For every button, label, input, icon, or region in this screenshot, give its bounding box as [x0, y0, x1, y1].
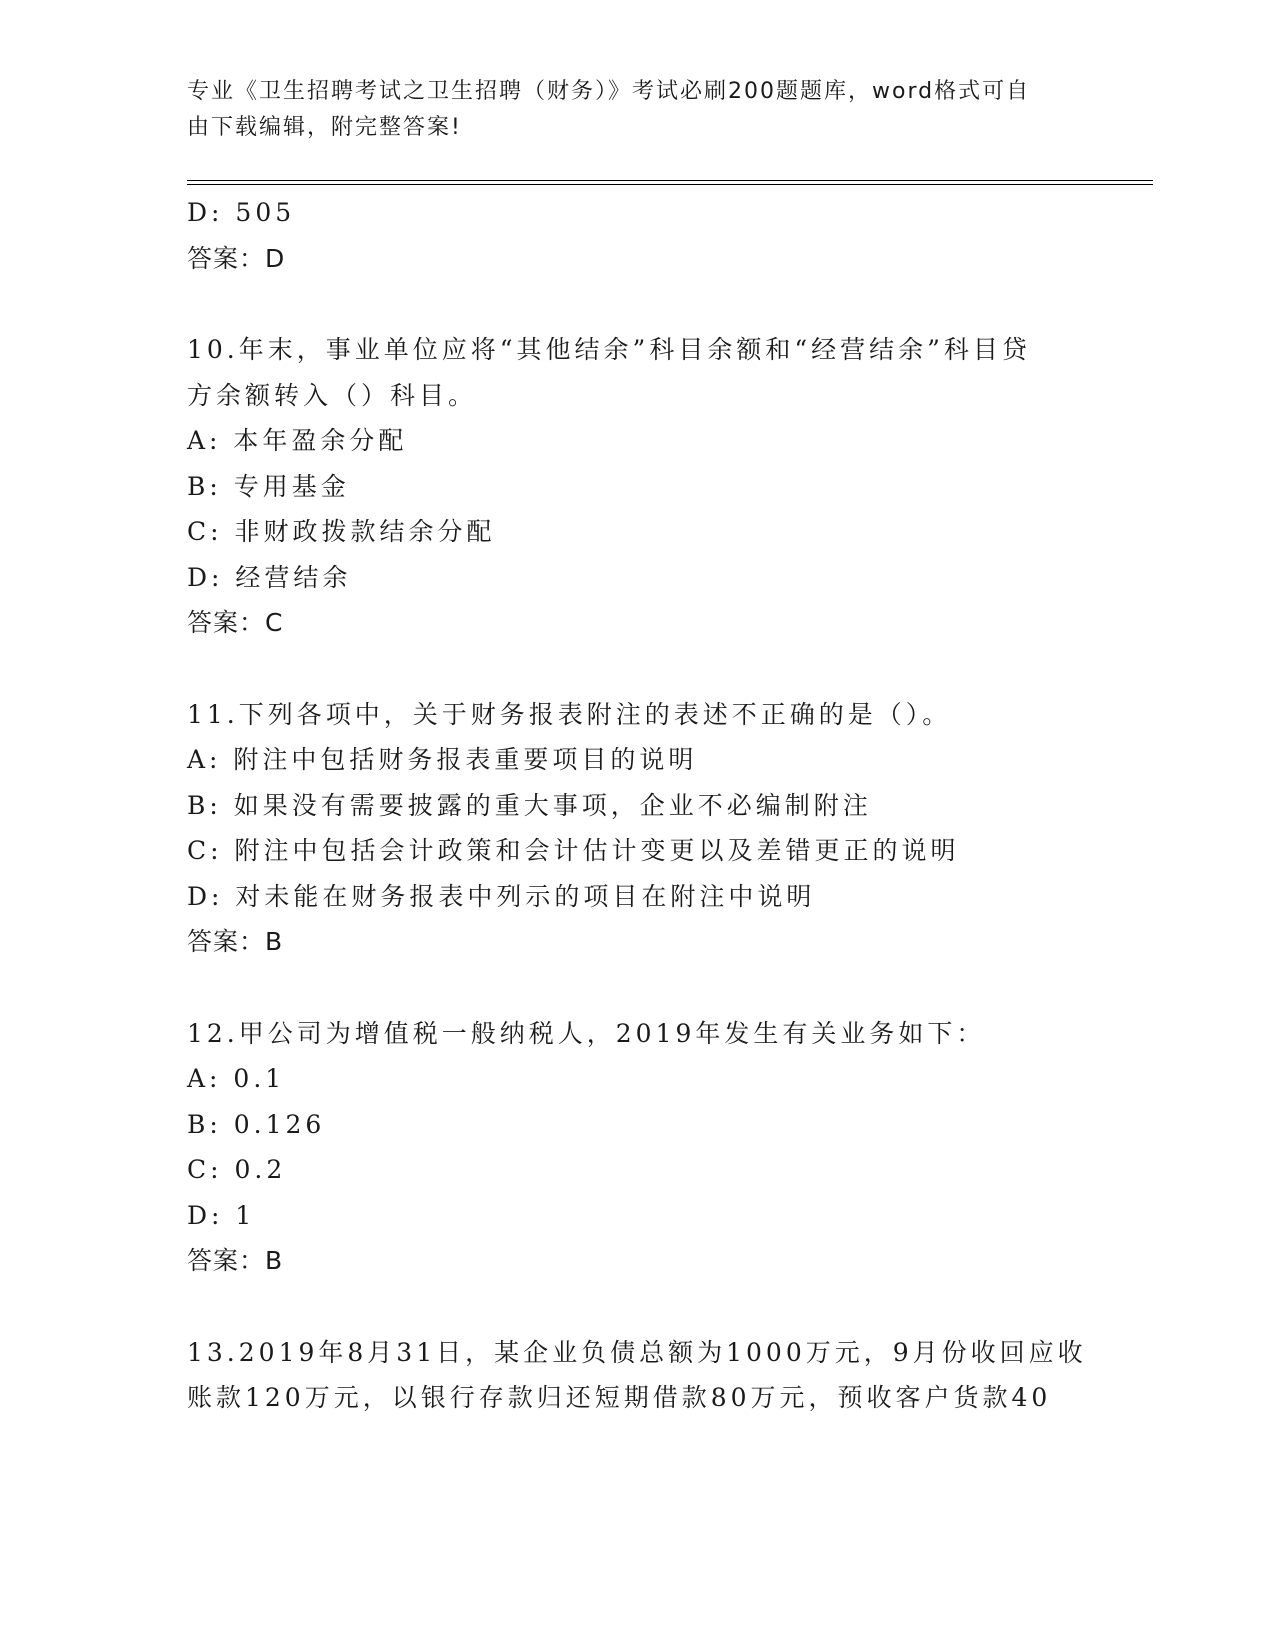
spacer	[187, 965, 1087, 1011]
question-stem-line-1: 12.甲公司为增值税一般纳税人，2019年发生有关业务如下：	[187, 1018, 986, 1048]
spacer	[187, 1284, 1087, 1330]
header-divider-top	[187, 180, 1153, 181]
question-11	[187, 692, 1087, 965]
question-stem-line-2: 方余额转入（）科目。	[187, 380, 478, 410]
question-12	[187, 1011, 1087, 1284]
header-line-2: 由下载编辑，附完整答案!	[187, 115, 462, 140]
option-b: B: 如果没有需要披露的重大事项，企业不必编制附注	[187, 790, 872, 820]
spacer	[187, 646, 1087, 692]
question-list	[187, 190, 1087, 1421]
option-c: C: 0.2	[187, 1155, 287, 1184]
option-d: D: 经营结余	[187, 562, 352, 592]
question-9-tail	[187, 190, 1087, 281]
question-stem-line-1: 10.年末，事业单位应将“其他结余”科目余额和“经营结余”科目贷	[187, 335, 1031, 364]
question-13	[187, 1330, 1087, 1421]
option-a: A: 0.1	[187, 1064, 286, 1093]
question-stem-line-2: 账款120万元，以银行存款归还短期借款80万元，预收客户货款40	[187, 1383, 1052, 1412]
option-d: D: 505	[187, 198, 296, 227]
header-line-1: 专业《卫生招聘考试之卫生招聘（财务）》考试必刷200题题库，word格式可自	[187, 79, 1031, 104]
option-d: D: 对未能在财务报表中列示的项目在附注中说明	[187, 881, 816, 911]
answer-line: 答案：D	[187, 243, 286, 273]
answer-line: 答案：B	[187, 927, 284, 956]
option-a: A: 本年盈余分配	[187, 426, 408, 455]
answer-line: 答案：B	[187, 1246, 284, 1275]
option-b: B: 专用基金	[187, 471, 350, 501]
option-a: A: 附注中包括财务报表重要项目的说明	[187, 745, 698, 774]
answer-line: 答案：C	[187, 608, 284, 637]
option-c: C: 非财政拨款结余分配	[187, 517, 496, 546]
option-c: C: 附注中包括会计政策和会计估计变更以及差错更正的说明	[187, 836, 960, 865]
question-stem-line-1: 11.下列各项中，关于财务报表附注的表述不正确的是（）。	[187, 699, 952, 729]
document-header	[187, 74, 1067, 146]
option-b: B: 0.126	[187, 1109, 326, 1139]
header-divider-bottom	[187, 184, 1153, 185]
question-10	[187, 327, 1087, 646]
question-stem-line-1: 13.2019年8月31日，某企业负债总额为1000万元，9月份收回应收	[187, 1337, 1087, 1367]
spacer	[187, 281, 1087, 327]
option-d: D: 1	[187, 1200, 256, 1230]
